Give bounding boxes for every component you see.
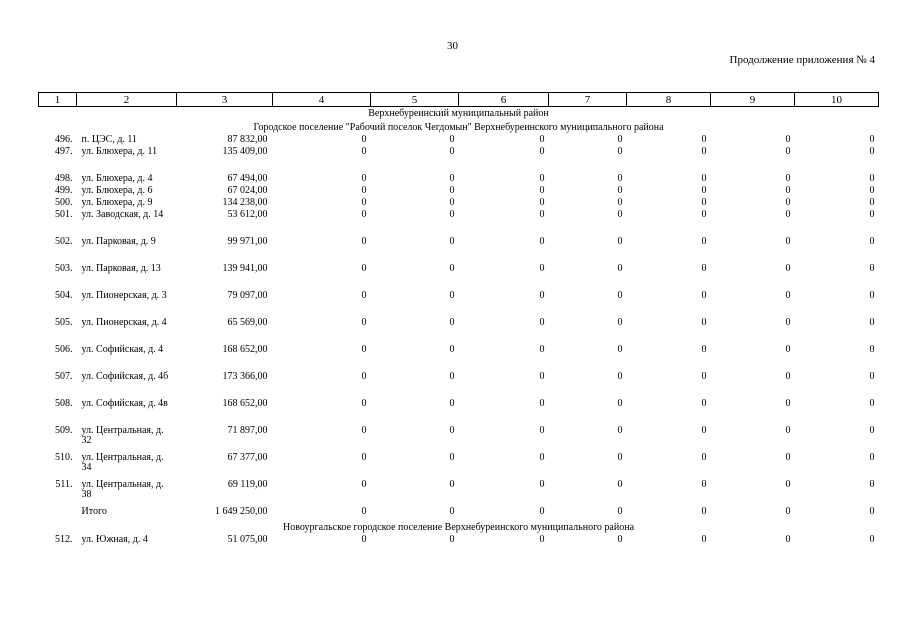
value-cell: 0 <box>449 479 455 490</box>
address-cell: ул. Заводская, д. 14 <box>81 209 164 220</box>
value-cell: 0 <box>617 506 623 517</box>
value-cell: 0 <box>869 185 875 196</box>
value-cell: 0 <box>617 146 623 157</box>
value-cell: 0 <box>869 371 875 382</box>
table-row <box>39 186 879 198</box>
row-number: 507. <box>55 371 73 382</box>
value-cell: 0 <box>869 134 875 145</box>
value-cell: 0 <box>785 317 791 328</box>
value-cell: 0 <box>869 173 875 184</box>
amount-cell: 53 612,00 <box>227 209 268 220</box>
settlement2-title-row <box>39 521 879 535</box>
row-number: 496. <box>55 134 73 145</box>
amount-cell: 139 941,00 <box>222 263 268 274</box>
value-cell: 0 <box>617 344 623 355</box>
value-cell: 0 <box>701 344 707 355</box>
value-cell: 0 <box>869 236 875 247</box>
value-cell: 0 <box>701 197 707 208</box>
value-cell: 0 <box>617 479 623 490</box>
value-cell: 0 <box>701 479 707 490</box>
table-row <box>39 237 879 264</box>
value-cell: 0 <box>449 209 455 220</box>
value-cell: 0 <box>449 344 455 355</box>
header-cell: 3 <box>177 93 273 107</box>
value-cell: 0 <box>361 317 367 328</box>
table-row <box>39 147 879 174</box>
subtotal-row <box>39 507 879 521</box>
value-cell: 0 <box>539 317 545 328</box>
address-cell: ул. Южная, д. 4 <box>81 534 148 545</box>
value-cell: 0 <box>785 209 791 220</box>
address-cell: п. ЦЭС, д. 11 <box>81 134 138 145</box>
table-row <box>39 174 879 186</box>
amount-cell: 168 652,00 <box>222 344 268 355</box>
address-cell: ул. Блюхера, д. 9 <box>81 197 153 208</box>
value-cell: 0 <box>869 317 875 328</box>
value-cell: 0 <box>617 452 623 463</box>
header-cell: 1 <box>39 93 77 107</box>
header-cell: 7 <box>549 93 627 107</box>
value-cell: 0 <box>869 506 875 517</box>
address-cell: ул. Центральная, д. 34 <box>81 452 164 473</box>
value-cell: 0 <box>785 452 791 463</box>
value-cell: 0 <box>617 134 623 145</box>
row-number: 497. <box>55 146 73 157</box>
row-number: 509. <box>55 425 73 436</box>
row-number: 504. <box>55 290 73 301</box>
amount-cell: 168 652,00 <box>222 398 268 409</box>
value-cell: 0 <box>701 452 707 463</box>
value-cell: 0 <box>617 173 623 184</box>
address-cell: ул. Блюхера, д. 4 <box>81 173 153 184</box>
value-cell: 0 <box>539 425 545 436</box>
table-row <box>39 399 879 426</box>
value-cell: 0 <box>701 506 707 517</box>
table-row <box>39 135 879 147</box>
value-cell: 0 <box>785 134 791 145</box>
row-number: 510. <box>55 452 73 463</box>
header-cell: 8 <box>627 93 711 107</box>
value-cell: 0 <box>701 146 707 157</box>
value-cell: 0 <box>617 263 623 274</box>
value-cell: 0 <box>785 173 791 184</box>
value-cell: 0 <box>361 236 367 247</box>
value-cell: 0 <box>701 534 707 545</box>
value-cell: 0 <box>449 185 455 196</box>
value-cell: 0 <box>539 146 545 157</box>
table-row <box>39 426 879 453</box>
value-cell: 0 <box>617 317 623 328</box>
value-cell: 0 <box>449 371 455 382</box>
value-cell: 0 <box>539 371 545 382</box>
value-cell: 0 <box>361 398 367 409</box>
value-cell: 0 <box>539 185 545 196</box>
row-number: 503. <box>55 263 73 274</box>
row-number: 501. <box>55 209 73 220</box>
header-cell: 4 <box>273 93 371 107</box>
header-cell: 5 <box>371 93 459 107</box>
row-number: 512. <box>55 534 73 545</box>
row-number <box>39 507 77 521</box>
settlement-title-row <box>39 121 879 135</box>
address-cell: ул. Парковая, д. 13 <box>81 263 161 274</box>
subtotal-label: Итого <box>81 506 107 517</box>
value-cell: 0 <box>785 197 791 208</box>
value-cell: 0 <box>449 534 455 545</box>
amount-cell: 69 119,00 <box>227 479 268 490</box>
value-cell: 0 <box>785 146 791 157</box>
address-cell: ул. Центральная, д. 32 <box>81 425 164 446</box>
table-row <box>39 345 879 372</box>
address-cell: ул. Блюхера, д. 6 <box>81 185 153 196</box>
row-number: 502. <box>55 236 73 247</box>
row-number: 506. <box>55 344 73 355</box>
value-cell: 0 <box>701 134 707 145</box>
value-cell: 0 <box>785 506 791 517</box>
value-cell: 0 <box>539 506 545 517</box>
value-cell: 0 <box>539 134 545 145</box>
amount-cell: 134 238,00 <box>222 197 268 208</box>
value-cell: 0 <box>617 209 623 220</box>
value-cell: 0 <box>449 398 455 409</box>
value-cell: 0 <box>701 236 707 247</box>
table-row <box>39 480 879 507</box>
value-cell: 0 <box>449 146 455 157</box>
value-cell: 0 <box>361 452 367 463</box>
amount-cell: 67 494,00 <box>227 173 268 184</box>
amount-cell: 99 971,00 <box>227 236 268 247</box>
value-cell: 0 <box>449 506 455 517</box>
value-cell: 0 <box>785 479 791 490</box>
value-cell: 0 <box>617 185 623 196</box>
value-cell: 0 <box>701 317 707 328</box>
district-title-row-text: Верхнебуреинский муниципальный район <box>368 108 549 119</box>
row-number: 511. <box>55 479 73 490</box>
header-cell: 2 <box>77 93 177 107</box>
value-cell: 0 <box>785 344 791 355</box>
amount-cell: 87 832,00 <box>227 134 268 145</box>
value-cell: 0 <box>361 209 367 220</box>
amount-cell: 65 569,00 <box>227 317 268 328</box>
value-cell: 0 <box>539 534 545 545</box>
table-row <box>39 198 879 210</box>
value-cell: 0 <box>449 290 455 301</box>
value-cell: 0 <box>785 185 791 196</box>
value-cell: 0 <box>361 134 367 145</box>
value-cell: 0 <box>449 236 455 247</box>
value-cell: 0 <box>701 371 707 382</box>
amount-cell: 67 377,00 <box>227 452 268 463</box>
value-cell: 0 <box>701 209 707 220</box>
address-cell: ул. Софийская, д. 4б <box>81 371 169 382</box>
value-cell: 0 <box>701 398 707 409</box>
table-row <box>39 372 879 399</box>
value-cell: 0 <box>449 173 455 184</box>
value-cell: 0 <box>449 197 455 208</box>
value-cell: 0 <box>701 173 707 184</box>
value-cell: 0 <box>617 398 623 409</box>
value-cell: 0 <box>361 173 367 184</box>
row-number: 498. <box>55 173 73 184</box>
table-row <box>39 535 879 547</box>
value-cell: 0 <box>617 290 623 301</box>
value-cell: 0 <box>869 197 875 208</box>
data-table <box>38 92 879 547</box>
value-cell: 0 <box>539 452 545 463</box>
value-cell: 0 <box>869 263 875 274</box>
value-cell: 0 <box>449 134 455 145</box>
district-title-row <box>39 107 879 122</box>
value-cell: 0 <box>539 479 545 490</box>
value-cell: 0 <box>361 425 367 436</box>
value-cell: 0 <box>785 425 791 436</box>
value-cell: 0 <box>869 290 875 301</box>
amount-cell: 135 409,00 <box>222 146 268 157</box>
value-cell: 0 <box>449 425 455 436</box>
value-cell: 0 <box>361 534 367 545</box>
value-cell: 0 <box>539 263 545 274</box>
value-cell: 0 <box>361 197 367 208</box>
settlement-title-row-text: Городское поселение "Рабочий поселок Чегдомын" Верхнебуреинского муниципального района <box>253 122 664 133</box>
value-cell: 0 <box>785 263 791 274</box>
value-cell: 0 <box>449 317 455 328</box>
value-cell: 0 <box>785 290 791 301</box>
value-cell: 0 <box>869 452 875 463</box>
value-cell: 0 <box>361 263 367 274</box>
value-cell: 0 <box>869 344 875 355</box>
value-cell: 0 <box>539 197 545 208</box>
table-body <box>39 107 879 548</box>
table-row <box>39 264 879 291</box>
value-cell: 0 <box>361 506 367 517</box>
address-cell: ул. Софийская, д. 4 <box>81 344 164 355</box>
value-cell: 0 <box>539 290 545 301</box>
value-cell: 0 <box>785 534 791 545</box>
value-cell: 0 <box>617 425 623 436</box>
amount-cell: 1 649 250,00 <box>215 506 268 517</box>
amount-cell: 51 075,00 <box>227 534 268 545</box>
value-cell: 0 <box>617 236 623 247</box>
amount-cell: 79 097,00 <box>227 290 268 301</box>
value-cell: 0 <box>701 263 707 274</box>
value-cell: 0 <box>617 197 623 208</box>
address-cell: ул. Софийская, д. 4в <box>81 398 168 409</box>
value-cell: 0 <box>785 398 791 409</box>
value-cell: 0 <box>617 371 623 382</box>
value-cell: 0 <box>361 146 367 157</box>
address-cell: ул. Блюхера, д. 11 <box>81 146 158 157</box>
header-cell: 10 <box>795 93 879 107</box>
value-cell: 0 <box>539 173 545 184</box>
value-cell: 0 <box>701 185 707 196</box>
amount-cell: 67 024,00 <box>227 185 268 196</box>
value-cell: 0 <box>701 425 707 436</box>
value-cell: 0 <box>701 290 707 301</box>
table-row <box>39 291 879 318</box>
table-row <box>39 210 879 237</box>
table-row <box>39 453 879 480</box>
settlement2-title-row-text: Новоургальское городское поселение Верхнебуреинского муниципального района <box>282 522 635 533</box>
header-cell: 6 <box>459 93 549 107</box>
value-cell: 0 <box>869 398 875 409</box>
value-cell: 0 <box>539 344 545 355</box>
value-cell: 0 <box>785 371 791 382</box>
header-cell: 9 <box>711 93 795 107</box>
value-cell: 0 <box>361 344 367 355</box>
row-number: 508. <box>55 398 73 409</box>
header-row <box>39 93 879 107</box>
value-cell: 0 <box>869 425 875 436</box>
row-number: 500. <box>55 197 73 208</box>
value-cell: 0 <box>361 290 367 301</box>
address-cell: ул. Центральная, д. 38 <box>81 479 164 500</box>
row-number: 499. <box>55 185 73 196</box>
value-cell: 0 <box>361 479 367 490</box>
amount-cell: 71 897,00 <box>227 425 268 436</box>
page-number: 30 <box>447 40 458 52</box>
value-cell: 0 <box>361 371 367 382</box>
address-cell: ул. Пионерская, д. 4 <box>81 317 167 328</box>
amount-cell: 173 366,00 <box>222 371 268 382</box>
value-cell: 0 <box>869 146 875 157</box>
address-cell: ул. Парковая, д. 9 <box>81 236 156 247</box>
address-cell: ул. Пионерская, д. 3 <box>81 290 167 301</box>
value-cell: 0 <box>449 452 455 463</box>
value-cell: 0 <box>869 209 875 220</box>
appendix-note: Продолжение приложения № 4 <box>729 54 875 66</box>
value-cell: 0 <box>869 534 875 545</box>
row-number: 505. <box>55 317 73 328</box>
value-cell: 0 <box>361 185 367 196</box>
value-cell: 0 <box>617 534 623 545</box>
value-cell: 0 <box>869 479 875 490</box>
value-cell: 0 <box>539 209 545 220</box>
value-cell: 0 <box>785 236 791 247</box>
value-cell: 0 <box>539 236 545 247</box>
table-row <box>39 318 879 345</box>
value-cell: 0 <box>449 263 455 274</box>
value-cell: 0 <box>539 398 545 409</box>
